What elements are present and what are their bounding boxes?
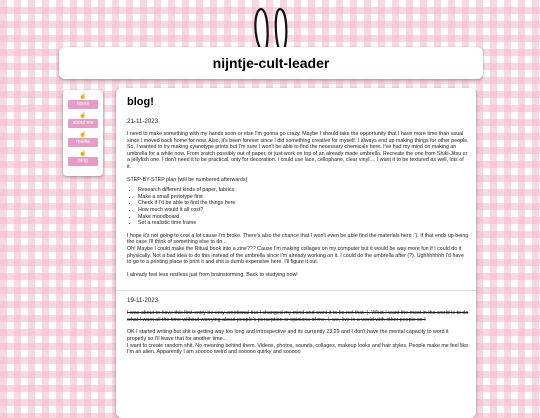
post-paragraph: I need to make something with my hands soon or else I'm gonna go crazy. Maybe I should take the opportunity that I have more time than usual since I moved back home for now. Also, it's been forever since I did something creative for myself. I always end up making things for other people. — [127, 131, 469, 144]
sidebar-nav — [63, 90, 103, 176]
pointing-hand-icon: ☝ — [79, 113, 87, 119]
pointing-hand-icon: ☝ — [79, 94, 87, 100]
bunny-ears-logo — [250, 6, 290, 50]
pointing-hand-icon: ☝ — [79, 132, 87, 138]
site-title: nijntje-cult-leader — [212, 55, 330, 71]
step-list — [127, 187, 469, 227]
post-paragraph: I want to create random shit. No meaning behind them. Videos, photos, sounds, collages, makeup looks and hair styles. People make me feel like I'm an alien. Apparently I am sooooo weird and sooooo quirky and sooooo — [127, 342, 469, 356]
sidebar-item-about[interactable] — [68, 113, 98, 128]
list-item: • Set a realistic time frame — [138, 220, 469, 227]
list-item: • Research different kinds of paper, fabrics — [138, 187, 469, 194]
list-item: • Make moodboard — [138, 214, 469, 221]
post-paragraph: Oh! Maybe I could make the Ritual book into a zine??? Cause I'm making collages on my computer but it would be way more fun if I could do it physically. Not a bad idea to do this instead of the umbrella since I'm already working on it. I could do the umbrella after (?). Ughhhhhhh I'd have to go to a printing place to print it and shit is dumb expensive here. I'll figure it out. — [127, 245, 464, 266]
nav-button-blog[interactable]: blog — [68, 157, 98, 166]
pointing-hand-icon: ☝ — [79, 151, 87, 157]
site-header — [59, 47, 483, 79]
post-paragraph: I hope it's not going to cost a lot cause I'm broke. There's also the chance that I won't even be able find the materials here :'). If that ends up being the case I'll think of something else to do... — [127, 232, 469, 246]
post-date: 19-11-2023 — [127, 297, 159, 305]
list-item: • Check if I'd be able to find the things here — [138, 200, 469, 207]
blog-post — [127, 118, 469, 278]
page-title: blog! — [127, 96, 154, 108]
sidebar-item-home[interactable] — [68, 94, 98, 109]
blog-content[interactable] — [116, 88, 476, 418]
sidebar-item-blog[interactable] — [68, 151, 98, 166]
blog-post — [127, 297, 469, 356]
post-paragraph: I already feel less restless just from brainstorming. Back to studying now! — [127, 271, 298, 278]
post-date: 21-11-2023 — [127, 118, 159, 125]
nav-button-home[interactable]: home — [68, 100, 98, 109]
plan-heading: STEP-BY-STEP plan (will be numbered afterwards) — [127, 176, 248, 183]
post-paragraph: OK I started writing but shit is getting way too long and introspective and its currently 23.29 and I don't have the mental capacity to word it properly so I'll leave that for another time... — [127, 329, 449, 343]
list-item: • Make a small prototype first — [138, 194, 469, 201]
struck-paragraph: I was about to have this first entry be very emotional but I changed my mind and want it to be not that :). What I want the most in the world is to do what I want all the time without worrying about people's perception or opinions of me. I, we, live in a world with other people so I — [127, 310, 469, 323]
post-divider — [116, 290, 476, 291]
list-item: • How much would it all cost? — [138, 207, 469, 214]
nav-button-about[interactable]: about me — [68, 119, 98, 128]
sidebar-item-media[interactable] — [68, 132, 98, 147]
nav-button-media[interactable]: media — [68, 138, 98, 147]
post-paragraph: So, I wanted to try making cyanotype prints but I'm sure I won't be able to find the necessary chemicals here. I've had my mind on making an umbrella for a while now. From sratch possibly out of paper, or just work on top of an already made umbrella. Recreate the one from Shiki-Jitsu or a jellyfish one. I don't need it to be practical, only for decoration. I could use lace, cellophane, clear vinyl.... I want it to be textured as well, lots of it. — [127, 144, 468, 170]
